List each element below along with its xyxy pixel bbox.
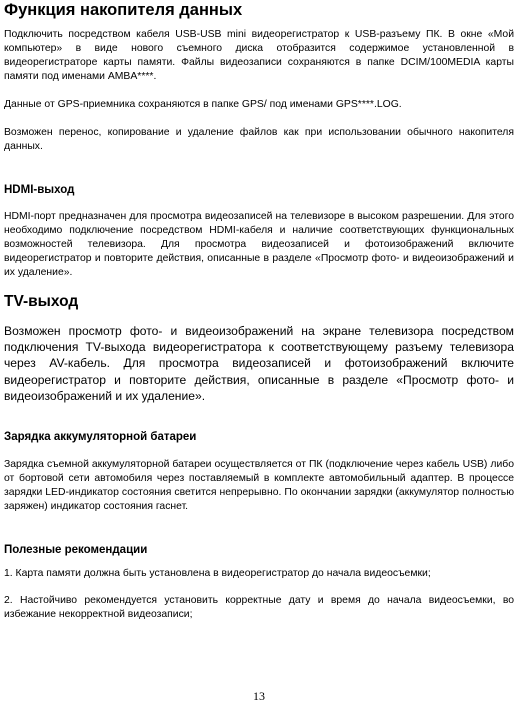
- hdmi-paragraph: HDMI-порт предназначен для просмотра видеозаписей на телевизоре в высоком разрешении. Для этого необходимо подключение посредством HDMI-кабеля и наличие соответствующих функциональных возможностей телевизора. Для просмотра видеозаписей и фотоизображений включите видеорегистратор и повторите действия, описанные в разделе «Просмотр фото- и видеоизображений и их удаление».: [4, 211, 514, 279]
- charging-paragraph: Зарядка съемной аккумуляторной батареи осуществляется от ПК (подключение через кабель USB) либо от бортовой сети автомобиля через поставляемый в комплекте автомобильный адаптер. В процессе зарядки LED-индикатор состояния светится непрерывно. По окончании зарядки (аккумулятор полностью заряжен) индикатор состояния гаснет.: [4, 459, 514, 513]
- page-number: 13: [253, 689, 265, 703]
- storage-paragraph-gps: Данные от GPS-приемника сохраняются в папке GPS/ под именами GPS****.LOG.: [4, 99, 402, 110]
- hdmi-heading: HDMI-выход: [4, 184, 75, 196]
- storage-paragraph-usb: Подключить посредством кабеля USB-USB mini видеорегистратор к USB-разъему ПК. В окне «Мой компьютер» в виде нового съемного диска отобразится содержимое установленной в видеорегистраторе карты памяти. Файлы видеозаписи сохраняются в папке DCIM/100MEDIA карты памяти под именами AMBA****.: [4, 29, 514, 83]
- storage-paragraph-files: Возможен перенос, копирование и удаление файлов как при использовании обычного накопителя данных.: [4, 127, 514, 153]
- tv-heading: TV-выход: [4, 293, 79, 310]
- tip-item-2: 2. Настойчиво рекомендуется установить корректные дату и время до начала видеосъемки, во избежание некорректной видеозаписи;: [4, 595, 514, 621]
- charging-heading: Зарядка аккумуляторной батареи: [4, 431, 197, 443]
- tip-item-1: 1. Карта памяти должна быть установлена в видеорегистратор до начала видеосъемки;: [4, 568, 431, 579]
- tv-paragraph: Возможен просмотр фото- и видеоизображений на экране телевизора посредством подключения TV-выхода видеорегистратора к соответствующему разъему телевизора через AV-кабель. Для просмотра видеозаписей и фотоизображений включите видеорегистратор и повторите действия, описанные в разделе «Просмотр фото- и видеоизображений и их удаление».: [4, 324, 514, 403]
- tips-heading: Полезные рекомендации: [4, 544, 148, 556]
- page-title: Функция накопителя данных: [4, 1, 243, 19]
